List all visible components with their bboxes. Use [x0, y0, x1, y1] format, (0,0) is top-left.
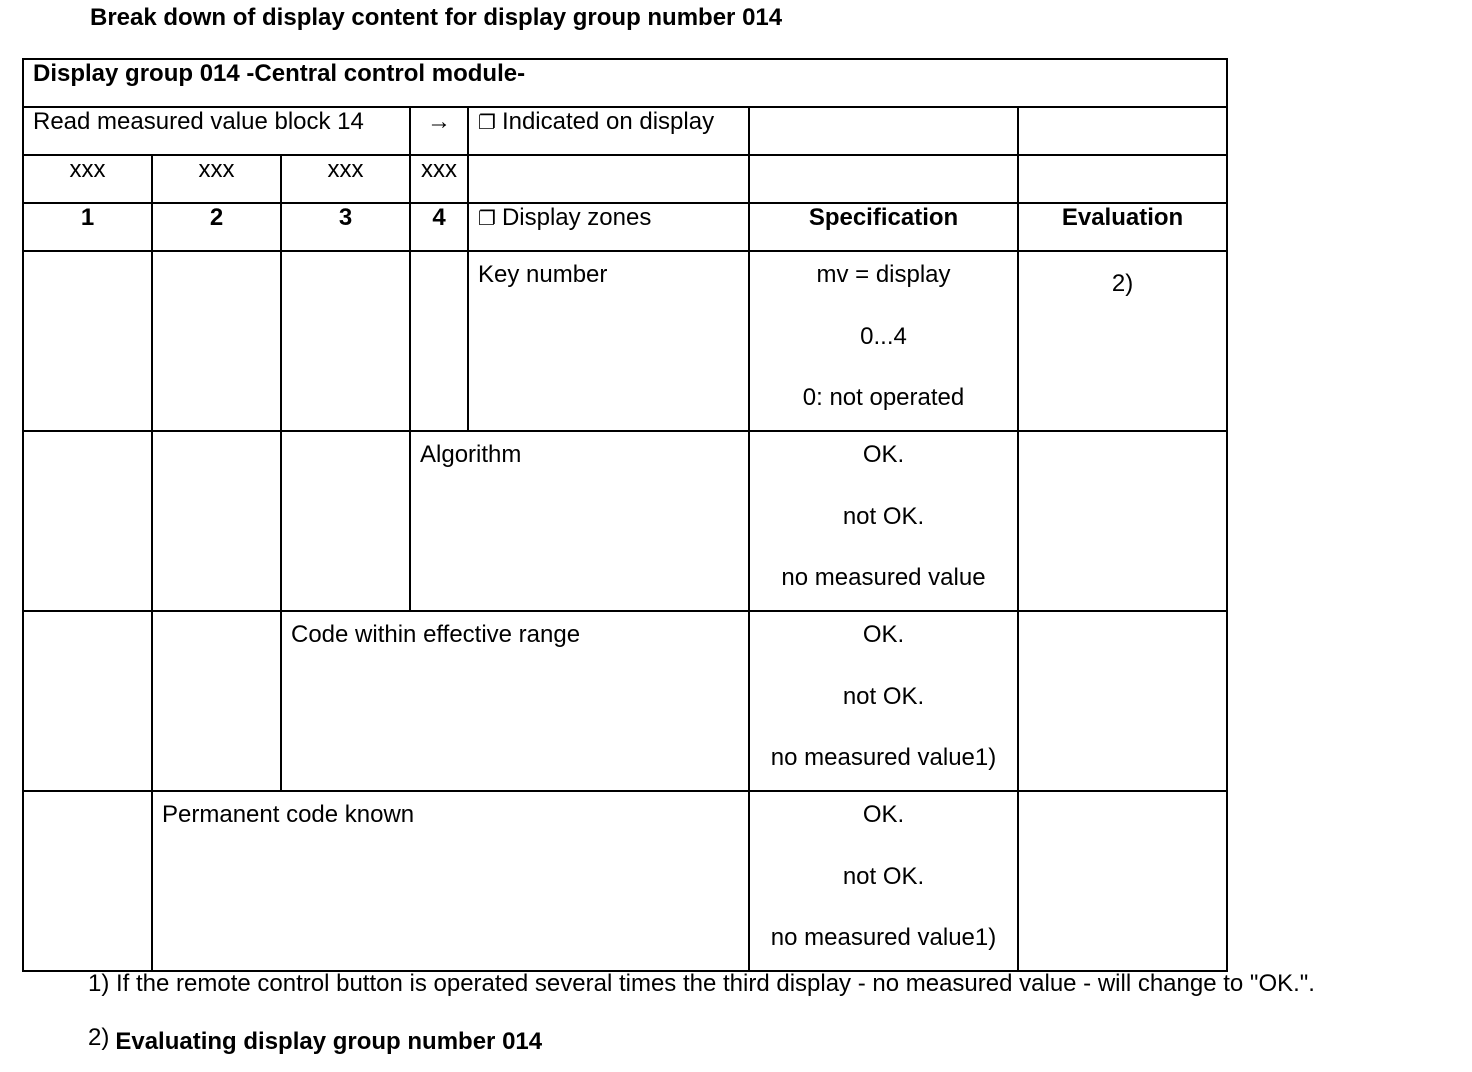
table-row [23, 611, 1227, 791]
spec-line: not OK. [842, 862, 925, 890]
evaluation-cell [1018, 791, 1227, 971]
spec-line: no measured value1) [770, 744, 997, 772]
table-row [23, 791, 1227, 971]
footnote-2-marker: 2) [88, 1024, 110, 1051]
empty-cell [152, 431, 281, 611]
spec-line: mv = display [816, 261, 951, 288]
spec-line: not OK. [842, 682, 925, 710]
empty-cell [23, 611, 152, 791]
footnote-2 [88, 1024, 542, 1056]
empty-cell [749, 155, 1018, 203]
spec-cell [749, 431, 1018, 611]
zone-number-2: 2 [152, 203, 281, 251]
empty-cell [23, 251, 152, 431]
table-row [23, 251, 1227, 431]
footnote-2-text: Evaluating display group number 014 [115, 1028, 543, 1055]
row-label: Key number [468, 251, 749, 431]
row-label: Permanent code known [152, 791, 749, 971]
evaluation-cell [1018, 611, 1227, 791]
zone-number-4: 4 [410, 203, 468, 251]
evaluation-cell [1018, 431, 1227, 611]
placeholder-value-4: xxx [410, 155, 468, 203]
spec-line: no measured value [781, 564, 986, 592]
row-label: Algorithm [410, 431, 749, 611]
empty-cell [468, 155, 749, 203]
placeholder-value-1: xxx [23, 155, 152, 203]
spec-line: 0...4 [860, 322, 907, 350]
empty-cell [152, 251, 281, 431]
empty-cell [281, 251, 410, 431]
checkbox-icon: ❐ [478, 206, 496, 230]
empty-cell [410, 251, 468, 431]
checkbox-icon: ❐ [478, 110, 496, 134]
spec-cell [749, 251, 1018, 431]
spec-line: OK. [862, 801, 905, 828]
specification-header: Specification [749, 203, 1018, 251]
empty-cell [281, 431, 410, 611]
footnote-1: 1) If the remote control button is operated several times the third display - no measured value - will change to "OK.". [88, 970, 1315, 997]
footnote-reference: 2) [1111, 270, 1134, 297]
display-group-table [22, 58, 1228, 972]
indicated-on-display-cell [468, 107, 749, 155]
spec-line: 0: not operated [802, 384, 965, 412]
empty-cell [1018, 155, 1227, 203]
spec-line: not OK. [842, 502, 925, 530]
empty-cell [1018, 107, 1227, 155]
display-zones-label: Display zones [501, 204, 652, 231]
right-arrow-icon: → [410, 107, 468, 155]
display-zones-cell [468, 203, 749, 251]
read-measured-value-label: Read measured value block 14 [23, 107, 410, 155]
spec-line: OK. [862, 621, 905, 648]
table-row [23, 431, 1227, 611]
zone-number-1: 1 [23, 203, 152, 251]
empty-cell [23, 431, 152, 611]
spec-line: no measured value1) [770, 924, 997, 952]
evaluation-header: Evaluation [1018, 203, 1227, 251]
placeholder-value-3: xxx [281, 155, 410, 203]
empty-cell [749, 107, 1018, 155]
indicated-on-display-label: Indicated on display [501, 108, 715, 135]
empty-cell [152, 611, 281, 791]
spec-cell [749, 611, 1018, 791]
placeholder-value-2: xxx [152, 155, 281, 203]
table-title: Display group 014 -Central control module- [23, 59, 1227, 107]
zone-number-3: 3 [281, 203, 410, 251]
row-label: Code within effective range [281, 611, 749, 791]
page-title: Break down of display content for display group number 014 [90, 4, 783, 31]
spec-line: OK. [862, 441, 905, 468]
evaluation-cell [1018, 251, 1227, 431]
spec-cell [749, 791, 1018, 971]
empty-cell [23, 791, 152, 971]
